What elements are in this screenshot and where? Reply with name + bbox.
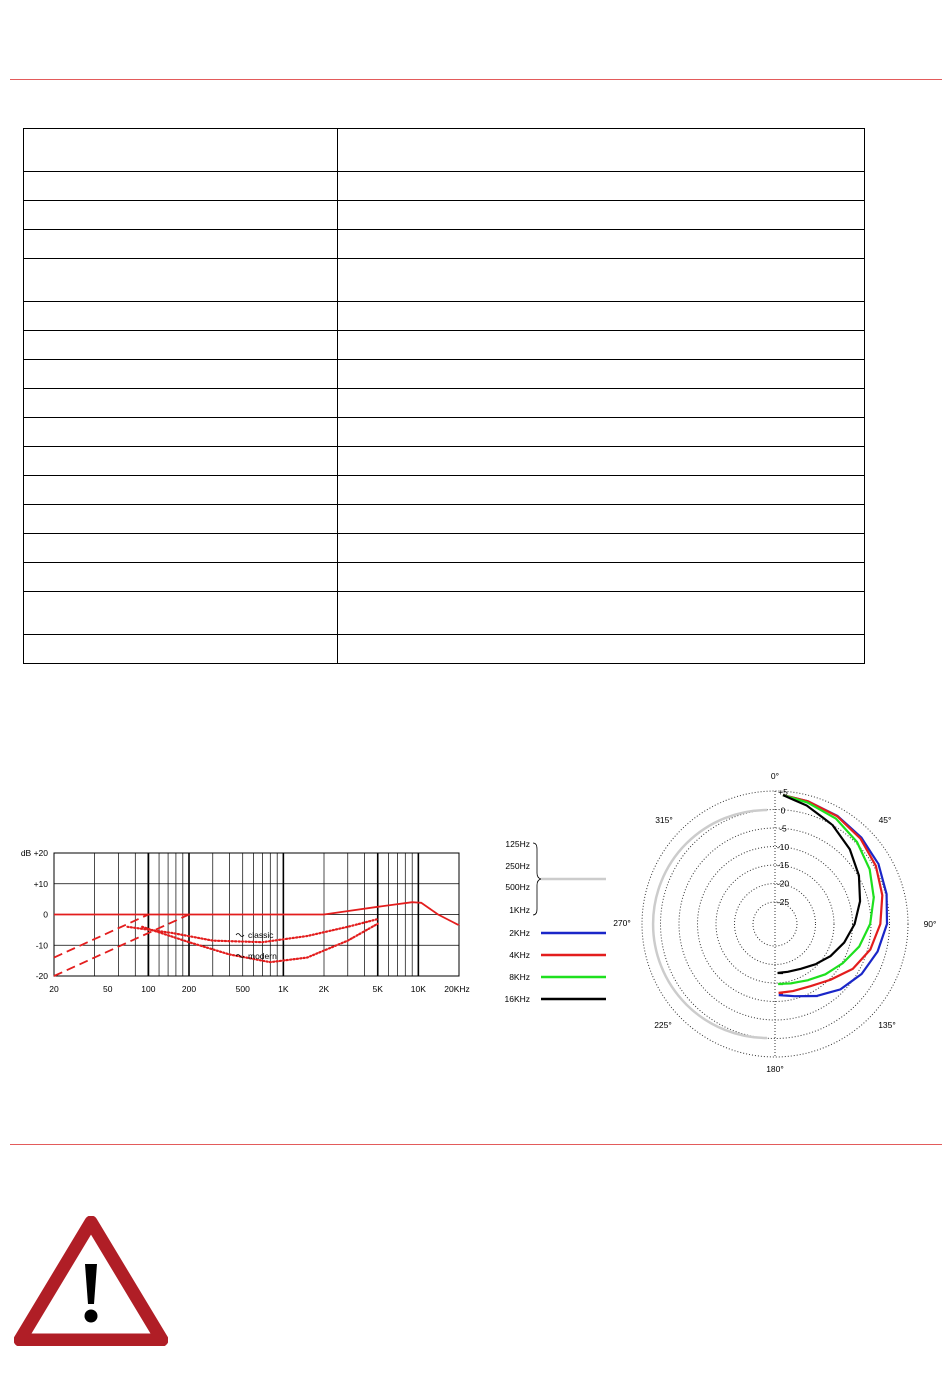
y-tick-label: 0 xyxy=(43,909,48,920)
spec-label xyxy=(24,259,338,302)
x-tick-label: 5K xyxy=(372,984,383,994)
polar-curve-4khz xyxy=(776,795,883,993)
legend-label: 250Hz xyxy=(505,861,530,871)
y-tick-label: +10 xyxy=(33,878,48,889)
spec-value xyxy=(338,635,865,664)
spec-label xyxy=(24,389,338,418)
spec-row xyxy=(24,563,865,592)
legend-label: 4KHz xyxy=(509,950,530,960)
curve-annotation: modern xyxy=(248,951,277,961)
x-tick-label: 200 xyxy=(181,984,197,994)
spec-value xyxy=(338,259,865,302)
radial-tick-label: 0 xyxy=(780,805,786,816)
spec-row xyxy=(24,201,865,230)
spec-value xyxy=(338,360,865,389)
spec-value xyxy=(338,534,865,563)
spec-value xyxy=(338,331,865,360)
spec-row xyxy=(24,505,865,534)
spec-value xyxy=(338,592,865,635)
legend-label: 125Hz xyxy=(505,839,530,849)
angle-label: 180° xyxy=(766,1064,784,1074)
x-tick-label: 1K xyxy=(278,984,289,994)
spec-row xyxy=(24,534,865,563)
y-tick-label: -20 xyxy=(35,971,48,981)
spec-label xyxy=(24,331,338,360)
spec-value xyxy=(338,563,865,592)
spec-row xyxy=(24,230,865,259)
spec-row xyxy=(24,302,865,331)
legend-label: 2KHz xyxy=(509,928,530,938)
y-tick-label: -10 xyxy=(35,940,48,951)
spec-label xyxy=(24,447,338,476)
spec-row xyxy=(24,418,865,447)
spec-row xyxy=(24,592,865,635)
curve-annotation: classic xyxy=(248,930,274,940)
radial-tick-label: -10 xyxy=(776,841,790,852)
spec-value xyxy=(338,418,865,447)
spec-label xyxy=(24,172,338,201)
x-tick-label: 100 xyxy=(141,984,156,994)
spec-row xyxy=(24,129,865,172)
radial-tick-label: -20 xyxy=(776,878,790,889)
low-frequency-curve xyxy=(653,810,767,1038)
angle-label: 315° xyxy=(655,815,673,825)
x-tick-label: 10K xyxy=(410,984,426,994)
spec-label xyxy=(24,418,338,447)
spec-value xyxy=(338,505,865,534)
x-tick-label: 50 xyxy=(102,984,113,994)
spec-label xyxy=(24,129,338,172)
radial-tick-label: -5 xyxy=(779,823,787,834)
legend-brace xyxy=(533,843,541,915)
radial-tick-label: -15 xyxy=(776,860,790,871)
spec-label xyxy=(24,592,338,635)
spec-table xyxy=(23,128,865,664)
spec-label xyxy=(24,534,338,563)
polar-curve-16khz xyxy=(778,795,860,973)
spec-value xyxy=(338,447,865,476)
spec-value xyxy=(338,389,865,418)
x-tick-label: 20 xyxy=(49,984,59,994)
angle-label: 45° xyxy=(878,815,892,825)
spec-value xyxy=(338,230,865,259)
spec-row xyxy=(24,447,865,476)
spec-label xyxy=(24,360,338,389)
response-curve-dash xyxy=(54,915,148,958)
spec-label xyxy=(24,476,338,505)
spec-value xyxy=(338,201,865,230)
angle-label: 225° xyxy=(654,1020,672,1030)
legend-label: 8KHz xyxy=(509,972,530,982)
response-curve-solid xyxy=(54,902,459,925)
spec-value xyxy=(338,172,865,201)
spec-value xyxy=(338,129,865,172)
spec-label xyxy=(24,230,338,259)
polar-pattern-chart xyxy=(495,765,945,1085)
spec-row xyxy=(24,360,865,389)
spec-row xyxy=(24,476,865,505)
spec-label xyxy=(24,201,338,230)
radial-tick-label: -25 xyxy=(776,896,790,907)
spec-row xyxy=(24,331,865,360)
top-divider xyxy=(10,79,942,80)
spec-value xyxy=(338,302,865,331)
spec-label xyxy=(24,505,338,534)
x-tick-label: 500 xyxy=(235,984,250,994)
spec-label xyxy=(24,563,338,592)
legend-label: 16KHz xyxy=(504,994,530,1004)
spec-row xyxy=(24,259,865,302)
angle-label: 90° xyxy=(923,919,937,929)
bottom-divider xyxy=(10,1144,942,1145)
warning-triangle-icon xyxy=(14,1216,168,1346)
spec-label xyxy=(24,302,338,331)
spec-row xyxy=(24,172,865,201)
spec-label xyxy=(24,635,338,664)
angle-label: 135° xyxy=(878,1020,896,1030)
y-tick-label: dB +20 xyxy=(20,848,48,858)
angle-label: 0° xyxy=(770,771,780,781)
spec-row xyxy=(24,635,865,664)
legend-label: 500Hz xyxy=(505,882,530,892)
spec-row xyxy=(24,389,865,418)
legend-label: 1KHz xyxy=(509,905,530,915)
spec-value xyxy=(338,476,865,505)
frequency-response-chart xyxy=(0,838,480,1008)
angle-label: 270° xyxy=(613,918,631,928)
x-tick-label: 2K xyxy=(318,984,330,994)
radial-tick-label: +5 xyxy=(778,787,788,797)
x-tick-label: 20KHz xyxy=(444,984,470,994)
